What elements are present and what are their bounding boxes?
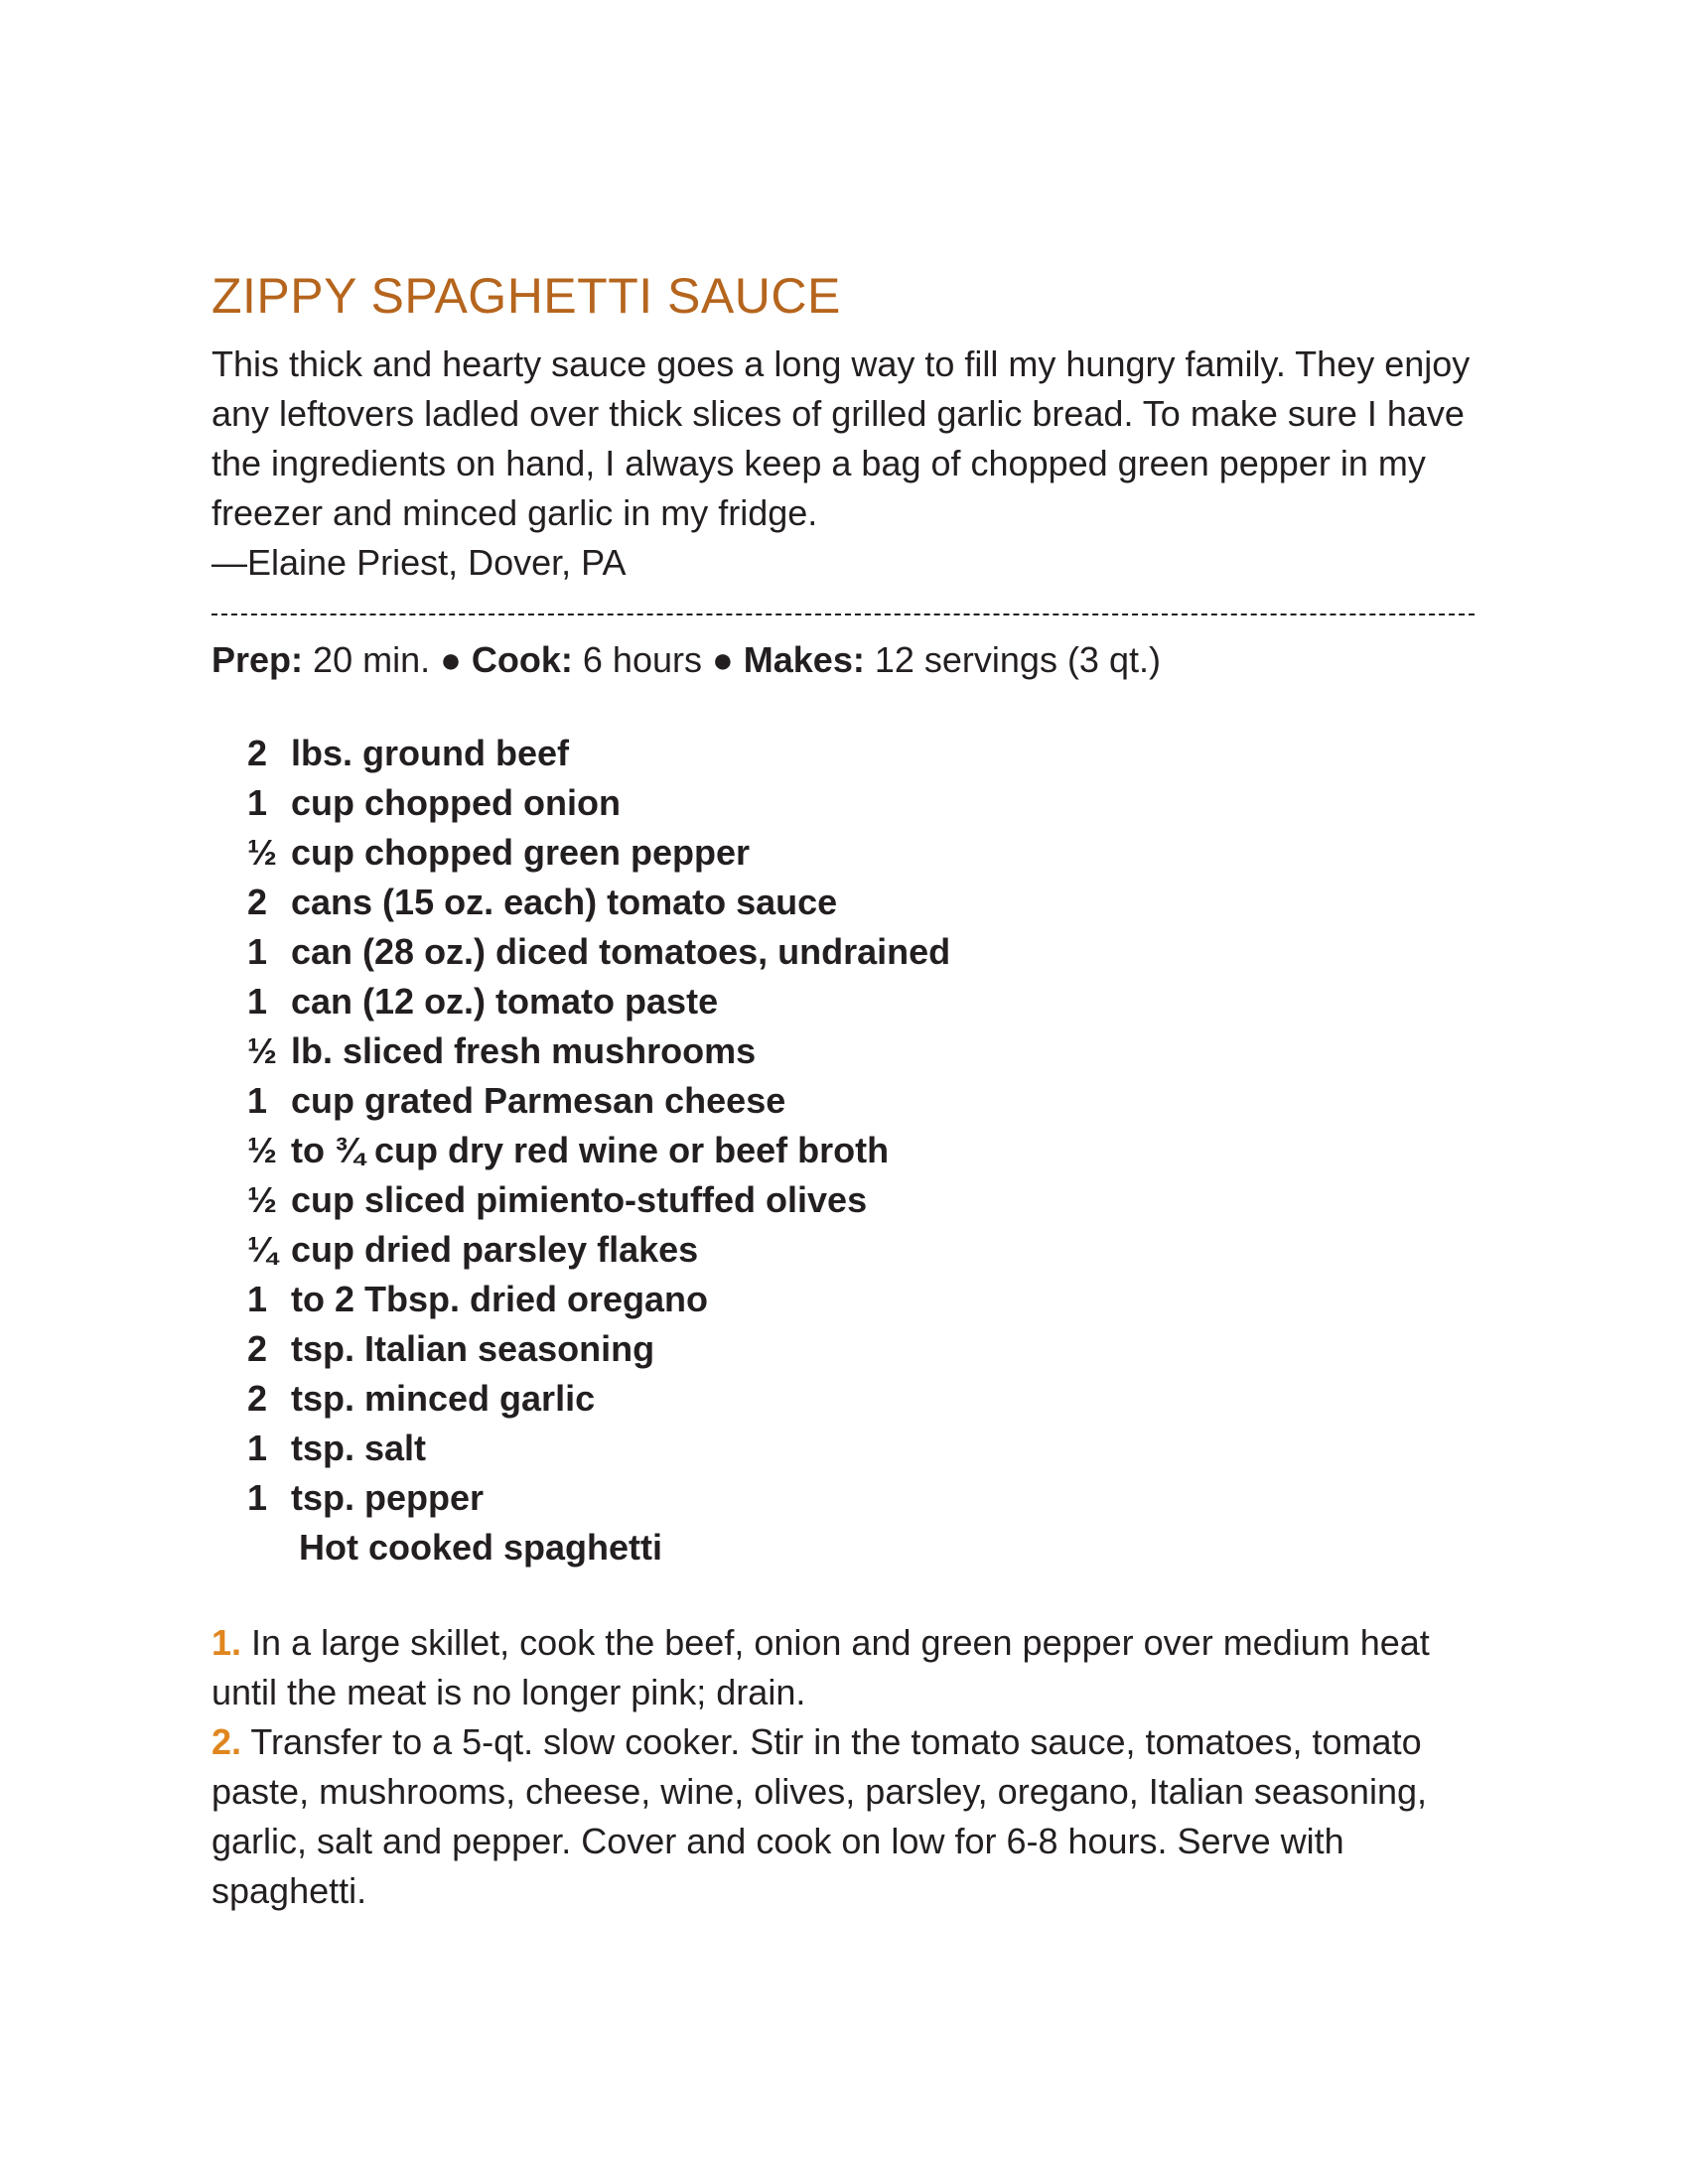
ingredient-text: tsp. salt — [291, 1428, 427, 1468]
ingredient-text: to 2 Tbsp. dried oregano — [291, 1279, 709, 1319]
step-text: Transfer to a 5-qt. slow cooker. Stir in the tomato sauce, tomatoes, tomato paste, mushrooms, cheese, wine, olives, parsley, oregano, Italian seasoning, garlic, salt and pepper. Cover and cook on low for 6-8 hours. Serve with spaghetti. — [211, 1721, 1427, 1911]
ingredient-qty: 1 — [247, 981, 268, 1022]
ingredient-item — [247, 1175, 1477, 1225]
ingredient-qty: 1 — [247, 1477, 268, 1518]
bullet-separator: ● — [440, 639, 462, 680]
cook-value: 6 hours — [582, 639, 702, 680]
ingredient-qty: 2 — [247, 733, 268, 773]
ingredient-text: lbs. ground beef — [291, 733, 570, 773]
prep-value: 20 min. — [313, 639, 431, 680]
ingredient-item — [247, 1126, 1477, 1175]
ingredient-list — [211, 729, 1477, 1572]
ingredient-qty: 2 — [247, 882, 268, 922]
ingredient-qty: ½ — [247, 1130, 278, 1170]
ingredient-item — [247, 1076, 1477, 1126]
ingredient-item — [247, 1424, 1477, 1473]
ingredient-text: cup grated Parmesan cheese — [291, 1080, 786, 1121]
ingredient-qty: 2 — [247, 1328, 268, 1369]
ingredient-text: lb. sliced fresh mushrooms — [291, 1030, 757, 1071]
step-number: 1. — [211, 1622, 242, 1663]
ingredient-text: cup dried parsley flakes — [291, 1229, 699, 1270]
recipe-page — [211, 260, 1477, 1916]
ingredient-qty — [247, 1523, 299, 1572]
recipe-intro — [211, 340, 1477, 588]
ingredient-qty: 1 — [247, 1279, 268, 1319]
ingredient-qty: ¼ — [247, 1229, 278, 1270]
ingredient-text: cans (15 oz. each) tomato sauce — [291, 882, 838, 922]
ingredient-item — [247, 1473, 1477, 1523]
ingredient-item — [247, 878, 1477, 927]
ingredient-text: tsp. Italian seasoning — [291, 1328, 655, 1369]
ingredient-item — [247, 1275, 1477, 1324]
ingredient-item — [247, 927, 1477, 977]
step-number: 2. — [211, 1721, 242, 1762]
ingredient-qty: 2 — [247, 1378, 268, 1419]
ingredient-item — [247, 778, 1477, 828]
ingredient-text: can (12 oz.) tomato paste — [291, 981, 719, 1022]
ingredient-qty: ½ — [247, 832, 278, 873]
ingredient-item — [247, 1523, 1477, 1572]
recipe-steps — [211, 1618, 1477, 1916]
ingredient-text: Hot cooked spaghetti — [299, 1527, 663, 1568]
bullet-separator: ● — [712, 639, 734, 680]
ingredient-text: tsp. minced garlic — [291, 1378, 596, 1419]
recipe-meta — [211, 635, 1477, 685]
makes-label: Makes: — [743, 639, 865, 680]
ingredient-qty: 1 — [247, 1080, 268, 1121]
intro-text: This thick and hearty sauce goes a long way to fill my hungry family. They enjoy any leftovers ladled over thick slices of grilled garlic bread. To make sure I have the ingredients on hand, I always keep a bag of chopped green pepper in my freezer and minced garlic in my fridge. — [211, 343, 1471, 533]
step-item — [211, 1618, 1477, 1717]
ingredient-qty: 1 — [247, 782, 268, 823]
ingredient-qty: 1 — [247, 931, 268, 972]
intro-author: —Elaine Priest, Dover, PA — [211, 542, 627, 583]
prep-label: Prep: — [211, 639, 304, 680]
ingredient-text: to ¾ cup dry red wine or beef broth — [291, 1130, 890, 1170]
ingredient-qty: ½ — [247, 1179, 278, 1220]
ingredient-text: cup chopped green pepper — [291, 832, 751, 873]
ingredient-item — [247, 1026, 1477, 1076]
ingredient-item — [247, 828, 1477, 878]
recipe-title: ZIPPY SPAGHETTI SAUCE — [211, 268, 841, 324]
ingredient-item — [247, 1225, 1477, 1275]
ingredient-text: cup chopped onion — [291, 782, 621, 823]
ingredient-item — [247, 1324, 1477, 1374]
ingredient-item — [247, 729, 1477, 778]
makes-value: 12 servings (3 qt.) — [874, 639, 1161, 680]
ingredient-text: can (28 oz.) diced tomatoes, undrained — [291, 931, 951, 972]
ingredient-item — [247, 977, 1477, 1026]
ingredient-qty: 1 — [247, 1428, 268, 1468]
ingredient-item — [247, 1374, 1477, 1424]
step-text: In a large skillet, cook the beef, onion and green pepper over medium heat until the meat is no longer pink; drain. — [211, 1622, 1430, 1712]
dashed-divider — [211, 614, 1475, 615]
ingredient-text: cup sliced pimiento-stuffed olives — [291, 1179, 868, 1220]
ingredient-qty: ½ — [247, 1030, 278, 1071]
ingredient-text: tsp. pepper — [291, 1477, 485, 1518]
cook-label: Cook: — [471, 639, 573, 680]
step-item — [211, 1717, 1477, 1916]
